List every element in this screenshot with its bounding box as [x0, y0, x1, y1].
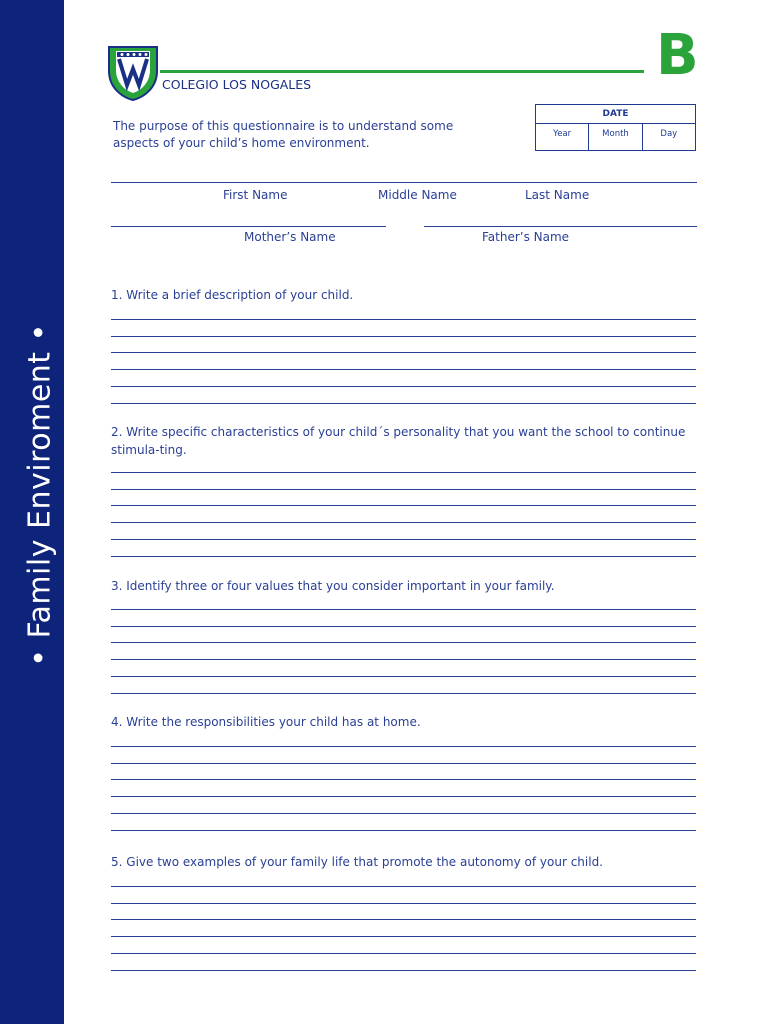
father-name-field[interactable]	[424, 226, 697, 227]
mother-name-field[interactable]	[111, 226, 386, 227]
question-3: 3. Identify three or four values that you consider important in your family.	[111, 579, 555, 593]
sidebar-title: • Family Enviroment •	[22, 323, 58, 667]
child-name-field[interactable]	[111, 182, 697, 183]
answer-lines-5[interactable]	[111, 870, 696, 971]
school-name: COLEGIO LOS NOGALES	[162, 77, 312, 92]
last-name-label: Last Name	[525, 188, 590, 202]
date-box	[535, 104, 696, 151]
sidebar	[0, 0, 64, 1024]
intro-text: The purpose of this questionnaire is to understand some aspects of your child’s home environment.	[113, 119, 454, 150]
date-year-field[interactable]: Year	[553, 129, 572, 139]
date-day-field[interactable]: Day	[642, 124, 695, 151]
first-name-label: First Name	[223, 188, 288, 202]
answer-lines-4[interactable]	[111, 730, 696, 831]
question-2: 2. Write specific characteristics of your child´s personality that you want the school to continue stimula-ting.	[111, 425, 686, 457]
father-name-label: Father’s Name	[482, 230, 570, 244]
answer-lines-3[interactable]	[111, 593, 696, 694]
mother-name-label: Mother’s Name	[244, 230, 336, 244]
answer-lines-1[interactable]	[111, 303, 696, 404]
date-month-field[interactable]: Month	[588, 124, 641, 151]
middle-name-label: Middle Name	[378, 188, 457, 202]
school-crest-logo	[107, 45, 159, 101]
answer-lines-2[interactable]	[111, 456, 696, 557]
question-1: 1. Write a brief description of your child.	[111, 288, 354, 302]
question-5: 5. Give two examples of your family life that promote the autonomy of your child.	[111, 855, 603, 869]
date-title: DATE	[536, 105, 695, 124]
question-4: 4. Write the responsibilities your child has at home.	[111, 715, 421, 729]
form-letter: B	[656, 23, 699, 88]
header-divider	[160, 70, 644, 73]
